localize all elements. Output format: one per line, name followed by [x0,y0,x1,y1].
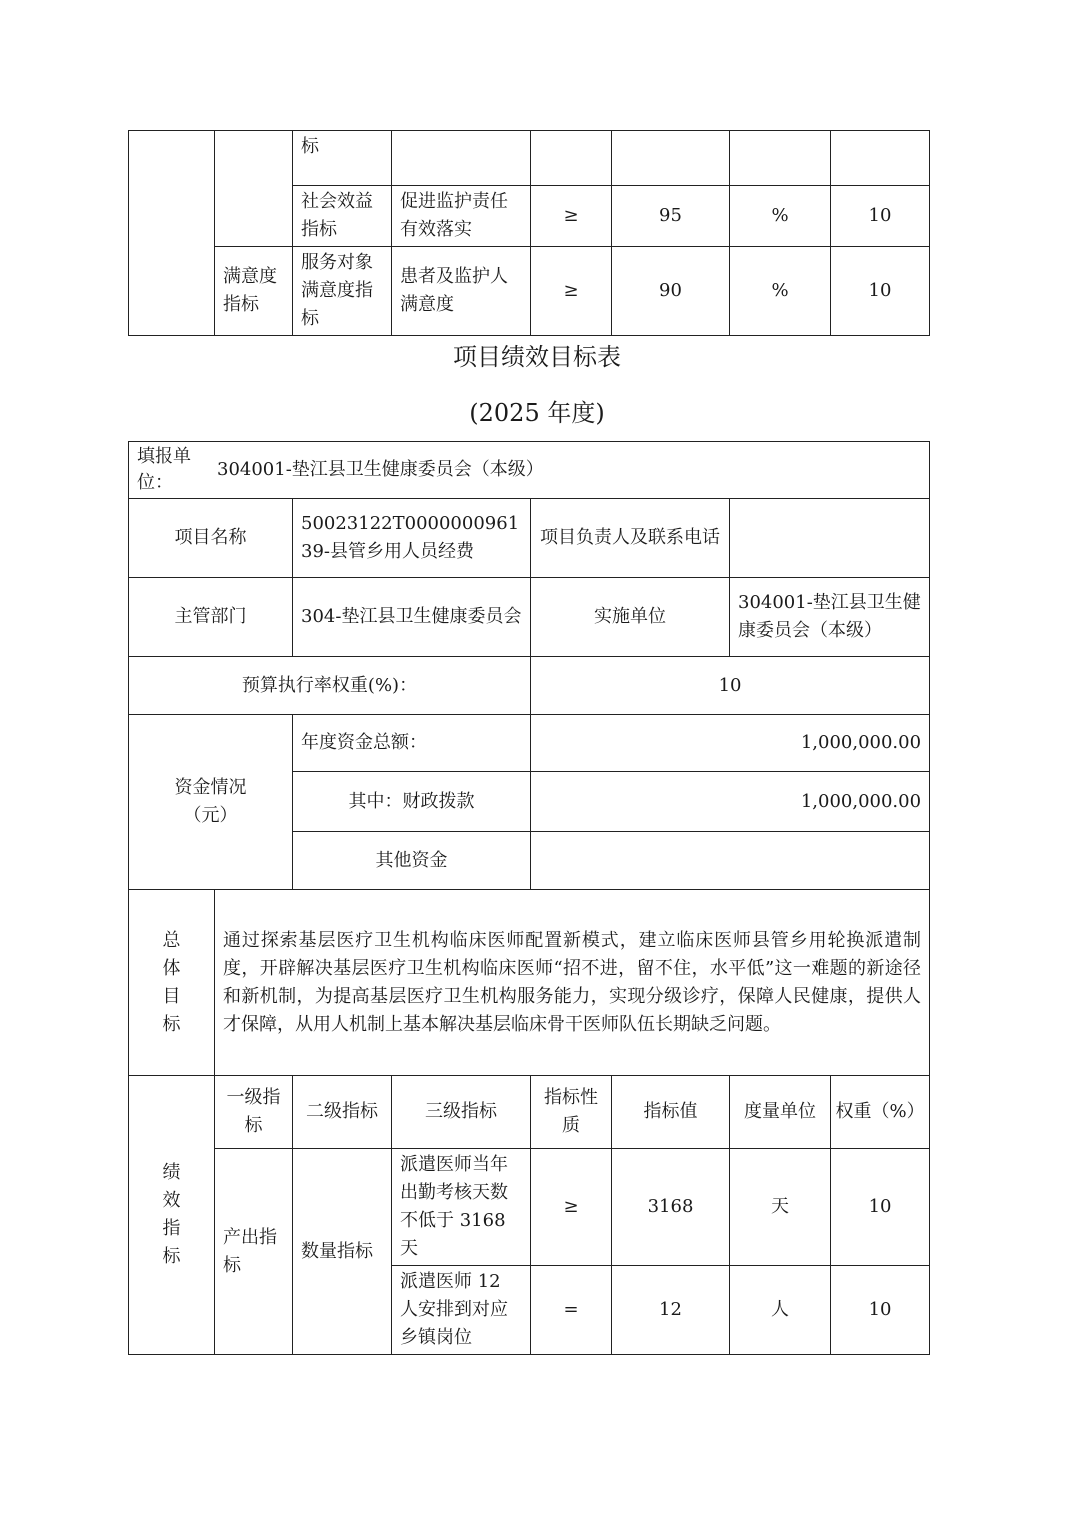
weight-cell: 10 [831,247,930,336]
department-label: 主管部门 [129,578,293,657]
weight-cell: 10 [831,1266,930,1355]
implementing-unit-label: 实施单位 [531,578,730,657]
operator-cell: ≥ [531,247,612,336]
reporting-unit-label: 填报单位： [137,446,191,493]
level3-cell: 派遣医师 12 人安排到对应乡镇岗位 [392,1266,531,1355]
header-value: 指标值 [612,1076,730,1149]
contact-label: 项目负责人及联系电话 [531,499,730,578]
weight-cell: 10 [831,186,930,247]
department-value: 304-垫江县卫生健康委员会 [293,578,531,657]
operator-cell: ≥ [531,1149,612,1266]
empty-cell [730,131,831,186]
value-cell: 12 [612,1266,730,1355]
empty-cell [831,131,930,186]
level3-cell: 标 [293,131,392,186]
value-cell: 95 [612,186,730,247]
empty-cell [531,131,612,186]
level3-cell: 派遣医师当年出勤考核天数不低于 3168 天 [392,1149,531,1266]
unit-cell: % [730,186,831,247]
level3-cell: 促进监护责任有效落实 [392,186,531,247]
page-subtitle: (2025 年度) [469,399,605,427]
reporting-unit-row [129,442,930,499]
header-level3: 三级指标 [392,1076,531,1149]
level2-cell: 服务对象满意度指标 [293,247,392,336]
previous-table-continuation [128,130,930,336]
header-level2: 二级指标 [293,1076,392,1149]
unit-cell: % [730,247,831,336]
empty-cell [215,131,293,247]
budget-rate-label: 预算执行率权重(%)： [129,657,531,715]
overall-goal-label: 总体目标 [129,890,215,1076]
budget-rate-value: 10 [531,657,930,715]
annual-total-label: 年度资金总额： [293,715,531,772]
unit-cell: 人 [730,1266,831,1355]
header-nature: 指标性质 [531,1076,612,1149]
header-level1: 一级指标 [215,1076,293,1149]
weight-cell: 10 [831,1149,930,1266]
header-weight: 权重（%） [831,1076,930,1149]
level2-cell: 数量指标 [293,1149,392,1355]
performance-target-table [128,441,930,1355]
level1-cell: 产出指标 [215,1149,293,1355]
operator-cell: ≥ [531,186,612,247]
header-unit: 度量单位 [730,1076,831,1149]
contact-value [730,499,930,578]
empty-cell [392,131,531,186]
reporting-unit-value: 304001-垫江县卫生健康委员会（本级） [217,459,544,480]
value-cell: 3168 [612,1149,730,1266]
level2-cell: 社会效益指标 [293,186,392,247]
project-name-value: 50023122T000000096139-县管乡用人员经费 [293,499,531,578]
fiscal-allocation-value: 1,000,000.00 [531,772,930,832]
performance-indicators-label: 绩效指标 [129,1076,215,1355]
implementing-unit-value: 304001-垫江县卫生健康委员会（本级） [730,578,930,657]
other-funds-label: 其他资金 [293,832,531,890]
page-title: 项目绩效目标表 [453,343,621,371]
empty-cell [129,131,215,336]
level3-cell: 患者及监护人满意度 [392,247,531,336]
fiscal-allocation-label: 其中：财政拨款 [293,772,531,832]
unit-cell: 天 [730,1149,831,1266]
empty-cell [612,131,730,186]
value-cell: 90 [612,247,730,336]
project-name-label: 项目名称 [129,499,293,578]
funds-label: 资金情况（元） [129,715,293,890]
overall-goal-text: 通过探索基层医疗卫生机构临床医师配置新模式，建立临床医师县管乡用轮换派遣制度，开辟解决基层医疗卫生机构临床医师“招不进，留不住，水平低”这一难题的新途径和新机制，为提高基层医疗卫生机构服务能力，实现分级诊疗，保障人民健康，提供人才保障，从用人机制上基本解决基层临床骨干医师队伍长期缺乏问题。 [215,890,930,1076]
other-funds-value [531,832,930,890]
annual-total-value: 1,000,000.00 [531,715,930,772]
level1-cell: 满意度指标 [215,247,293,336]
operator-cell: = [531,1266,612,1355]
